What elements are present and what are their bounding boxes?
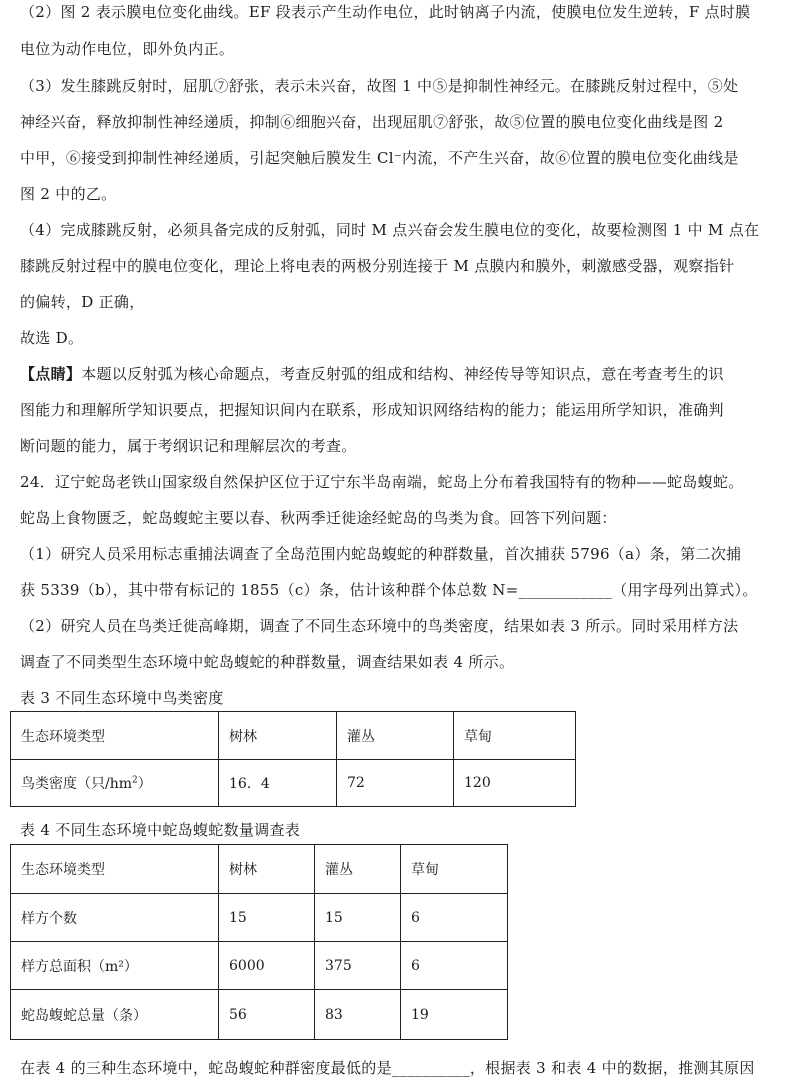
table-header-cell: 灌丛 (315, 845, 401, 894)
paragraph-line: 电位为动作电位，即外负内正。 (20, 40, 235, 58)
paragraph-line: 中甲，⑥接受到抑制性神经递质，引起突触后膜发生 Cl⁻内流，不产生兴奋，故⑥位置的膜电位变化曲线是 (20, 149, 739, 167)
table-cell: 72 (337, 760, 454, 807)
table-header-cell: 生态环境类型 (11, 712, 219, 760)
paragraph-line: （1）研究人员采用标志重捕法调查了全岛范围内蛇岛蝮蛇的种群数量，首次捕获 5796（a）条，第二次捕 (20, 545, 742, 563)
table-row (11, 712, 576, 760)
table-cell: 6 (401, 942, 508, 990)
table-row-label: 样方总面积（m²） (11, 942, 219, 990)
table-row (11, 942, 508, 990)
table-header-cell: 草甸 (401, 845, 508, 894)
table-cell: 6 (401, 894, 508, 942)
question-24-line: 24．辽宁蛇岛老铁山国家级自然保护区位于辽宁东半岛南端，蛇岛上分布着我国特有的物种——蛇岛蝮蛇。 (20, 473, 744, 491)
table4-caption: 表 4 不同生态环境中蛇岛蝮蛇数量调查表 (20, 821, 301, 839)
table-cell: 83 (315, 990, 401, 1040)
paragraph-line: 的偏转，D 正确， (20, 293, 145, 311)
table4 (10, 844, 508, 1040)
paragraph-line: 故选 D。 (20, 329, 84, 347)
paragraph-line: 膝跳反射过程中的膜电位变化，理论上将电表的两极分别连接于 M 点膜内和膜外，刺激感受器，观察指针 (20, 257, 735, 275)
table3 (10, 711, 576, 807)
table-row (11, 990, 508, 1040)
table-header-cell: 树林 (219, 712, 337, 760)
paragraph-line: （3）发生膝跳反射时，屈肌⑦舒张，表示未兴奋，故图 1 中⑤是抑制性神经元。在膝跳反射过程中，⑤处 (20, 77, 739, 95)
table-header-cell: 草甸 (454, 712, 576, 760)
paragraph-line: （2）图 2 表示膜电位变化曲线。EF 段表示产生动作电位，此时钠离子内流，使膜电位发生逆转，F 点时膜 (20, 3, 751, 21)
paragraph-line: 蛇岛上食物匮乏，蛇岛蝮蛇主要以春、秋两季迁徙途经蛇岛的鸟类为食。回答下列问题： (20, 509, 617, 527)
table-row-label: 样方个数 (11, 894, 219, 942)
table-header-cell: 灌丛 (337, 712, 454, 760)
paragraph-line: 图能力和理解所学知识要点，把握知识间内在联系，形成知识网络结构的能力；能运用所学知识，准确判 (20, 401, 724, 419)
table-row-label: 鸟类密度（只$/hm^2$） (11, 760, 219, 807)
table-cell: 375 (315, 942, 401, 990)
paragraph-line: 神经兴奋，释放抑制性神经递质，抑制⑥细胞兴奋，出现屈肌⑦舒张，故⑤位置的膜电位变化曲线是图 2 (20, 113, 724, 131)
table-cell: 56 (219, 990, 315, 1040)
paragraph-line: 调查了不同类型生态环境中蛇岛蝮蛇的种群数量，调查结果如表 4 所示。 (20, 653, 515, 671)
table-row (11, 894, 508, 942)
table-row-label: 蛇岛蝮蛇总量（条） (11, 990, 219, 1040)
paragraph-line: 获 5339（b），其中带有标记的 1855（c）条，估计该种群个体总数 N=____________（用字母列出算式）。 (20, 581, 758, 599)
dianjing-text: 本题以反射弧为核心命题点，考查反射弧的组成和结构、神经传导等知识点，意在考查考生的识 (81, 365, 724, 383)
table-cell: 6000 (219, 942, 315, 990)
table-cell: 15 (315, 894, 401, 942)
table-cell: 120 (454, 760, 576, 807)
table-header-cell: 树林 (219, 845, 315, 894)
dianjing-paragraph (20, 364, 724, 384)
paragraph-line: 在表 4 的三种生态环境中，蛇岛蝮蛇种群密度最低的是__________，根据表 3 和表 4 中的数据，推测其原因 (20, 1059, 755, 1077)
dianjing-label: 【点睛】 (20, 365, 82, 383)
paragraph-line: 断问题的能力，属于考纲识记和理解层次的考查。 (20, 437, 357, 455)
table-header-cell: 生态环境类型 (11, 845, 219, 894)
table-row (11, 845, 508, 894)
table-cell: 19 (401, 990, 508, 1040)
paragraph-line: （4）完成膝跳反射，必须具备完成的反射弧，同时 M 点兴奋会发生膜电位的变化，故要检测图 1 中 M 点在 (20, 221, 760, 239)
table-row (11, 760, 576, 807)
paragraph-line: 图 2 中的乙。 (20, 185, 117, 203)
table-cell: 15 (219, 894, 315, 942)
paragraph-line: （2）研究人员在鸟类迁徙高峰期，调查了不同生态环境中的鸟类密度，结果如表 3 所示。同时采用样方法 (20, 617, 739, 635)
table3-caption: 表 3 不同生态环境中鸟类密度 (20, 689, 224, 707)
table-cell: 16．4 (219, 760, 337, 807)
